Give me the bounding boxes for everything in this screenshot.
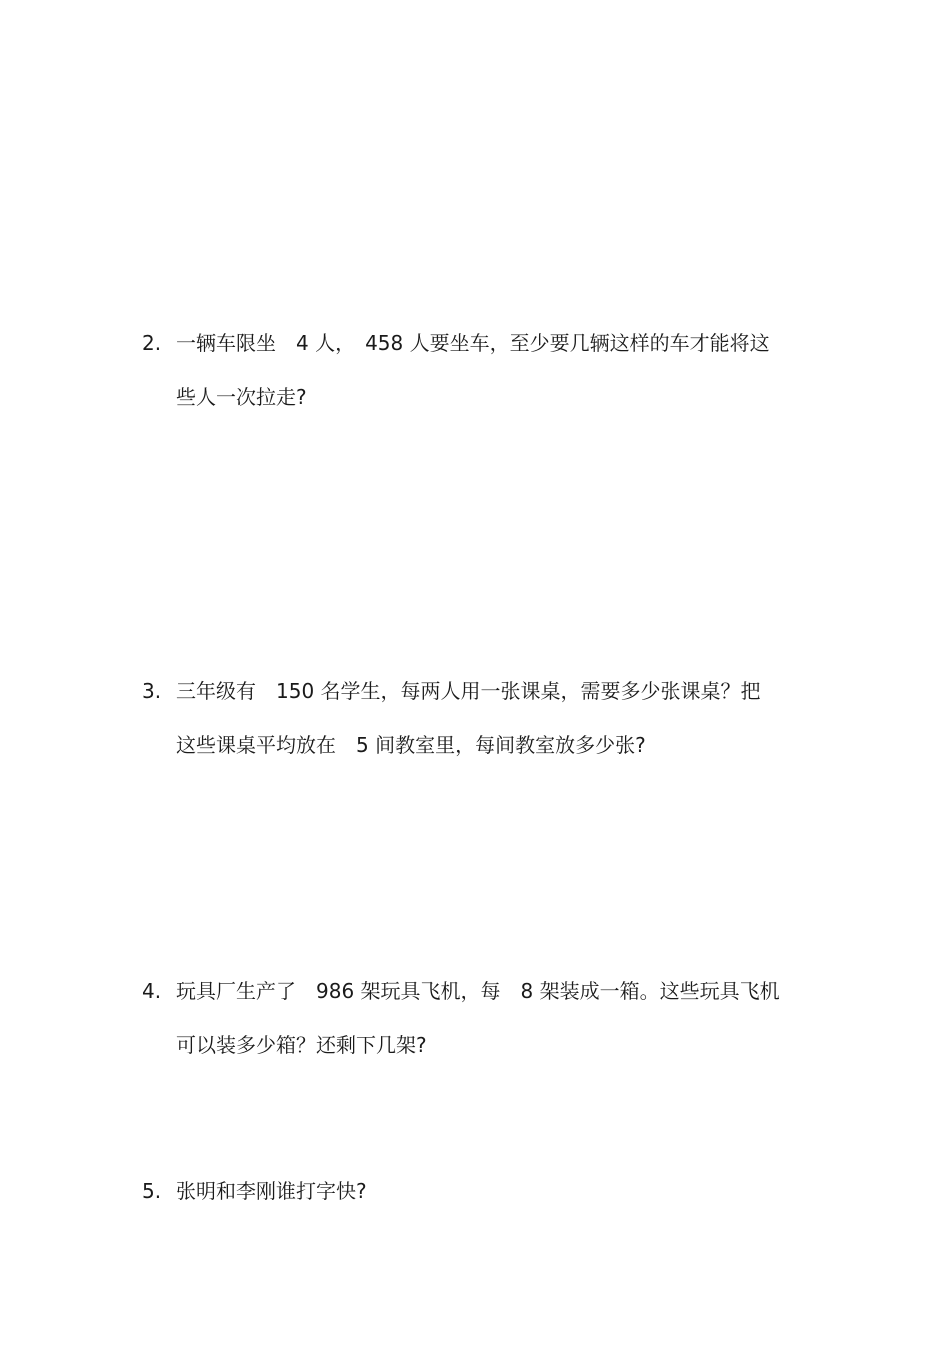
question-line [142,676,822,706]
question-number: 3. [142,679,162,703]
question-text: 可以装多少箱？还剩下几架? [176,1033,427,1057]
question-line [142,1176,822,1206]
question-5 [142,1176,822,1206]
question-line [142,1030,822,1060]
question-number: 5. [142,1179,162,1203]
question-text: 这些课桌平均放在 5 间教室里，每间教室放多少张? [176,733,646,757]
question-line [142,976,822,1006]
question-number: 2. [142,331,162,355]
question-line [142,382,822,412]
question-text: 三年级有 150 名学生，每两人用一张课桌，需要多少张课桌？把 [176,679,761,703]
question-2 [142,328,822,412]
question-3 [142,676,822,760]
question-number: 4. [142,979,162,1003]
question-text: 玩具厂生产了 986 架玩具飞机，每 8 架装成一箱。这些玩具飞机 [176,979,780,1003]
question-text: 张明和李刚谁打字快? [176,1179,367,1203]
question-text: 些人一次拉走? [176,385,307,409]
question-4 [142,976,822,1060]
question-line [142,730,822,760]
question-text: 一辆车限坐 4 人， 458 人要坐车，至少要几辆这样的车才能将这 [176,331,770,355]
question-line [142,328,822,358]
